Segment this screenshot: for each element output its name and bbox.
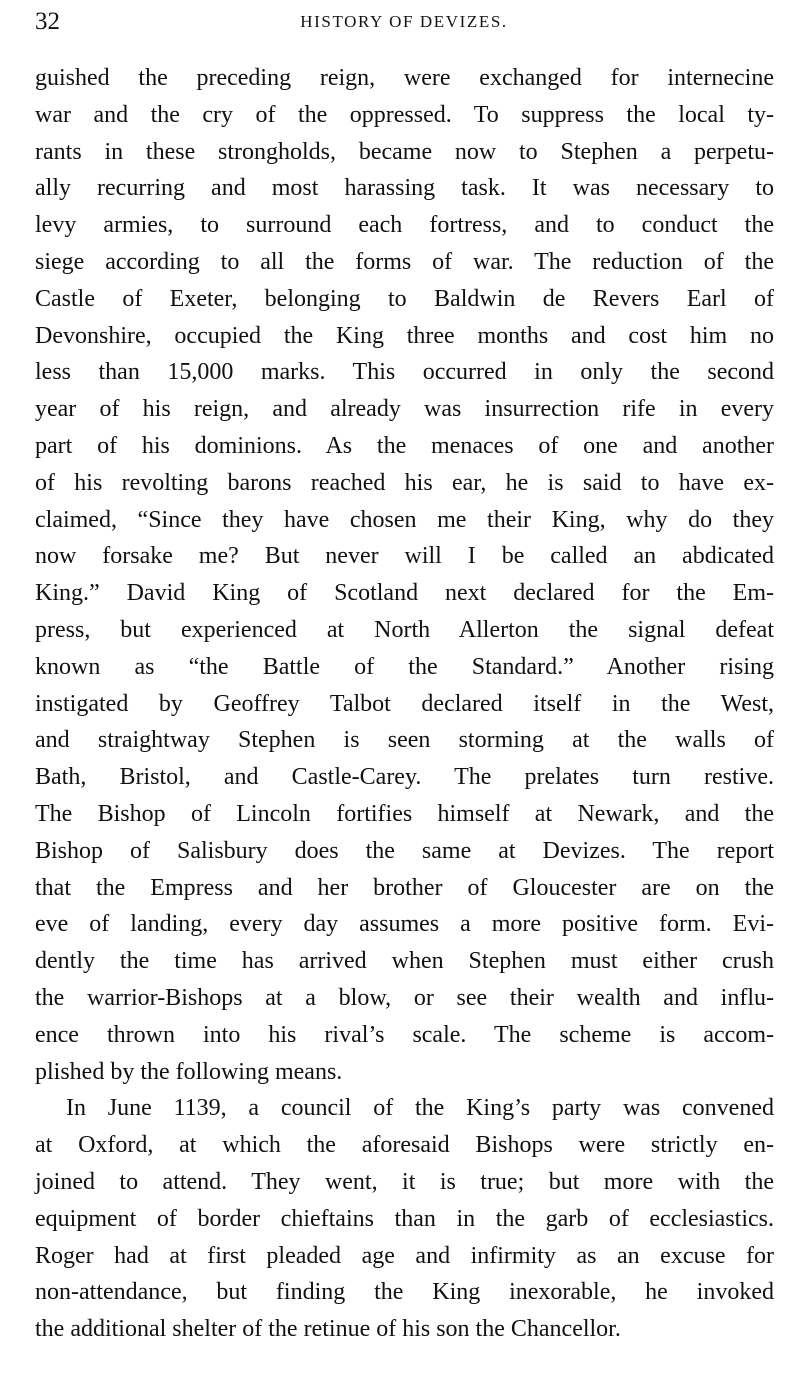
text-line: levy armies, to surround each fortress, and to conduct the: [35, 212, 774, 239]
text-line: equipment of border chieftains than in the garb of ecclesiastics.: [35, 1205, 774, 1232]
text-line: Devonshire, occupied the King three months and cost him no: [35, 322, 774, 349]
text-line: known as “the Battle of the Standard.” Another rising: [35, 653, 774, 680]
text-line: at Oxford, at which the aforesaid Bishops were strictly en-: [35, 1132, 774, 1159]
text-line: that the Empress and her brother of Gloucester are on the: [35, 874, 774, 901]
text-line: Castle of Exeter, belonging to Baldwin de Revers Earl of: [35, 285, 774, 312]
text-line: guished the preceding reign, were exchanged for internecine: [35, 65, 774, 91]
page-number: 32: [35, 8, 60, 35]
text-line: dently the time has arrived when Stephen must either crush: [35, 948, 774, 975]
text-line: Roger had at first pleaded age and infirmity as an excuse for: [35, 1242, 774, 1269]
text-line: the additional shelter of the retinue of his son the Chancellor.: [35, 1316, 621, 1343]
text-line: siege according to all the forms of war. The reduction of the: [35, 248, 774, 275]
text-line: the warrior-Bishops at a blow, or see their wealth and influ-: [35, 984, 774, 1011]
text-line: non-attendance, but finding the King inexorable, he invoked: [35, 1279, 774, 1306]
paragraph: [35, 1090, 774, 1348]
text-line: press, but experienced at North Allerton the signal defeat: [35, 616, 774, 643]
text-line: part of his dominions. As the menaces of one and another: [35, 432, 774, 459]
text-line: war and the cry of the oppressed. To suppress the local ty-: [35, 101, 774, 128]
paragraph: [35, 60, 774, 1090]
running-title: HISTORY OF DEVIZES.: [300, 12, 508, 31]
text-line: In June 1139, a council of the King’s party was convened: [66, 1095, 774, 1122]
text-line: ally recurring and most harassing task. It was necessary to: [35, 175, 774, 202]
text-line: Bath, Bristol, and Castle-Carey. The prelates turn restive.: [35, 764, 774, 791]
text-line: Bishop of Salisbury does the same at Devizes. The report: [35, 837, 774, 864]
text-line: year of his reign, and already was insurrection rife in every: [35, 396, 774, 423]
body-text: [35, 60, 774, 1348]
text-line: eve of landing, every day assumes a more positive form. Evi-: [35, 911, 774, 938]
running-head: [35, 4, 773, 40]
text-line: claimed, “Since they have chosen me their King, why do they: [35, 506, 774, 533]
text-line: less than 15,000 marks. This occurred in only the second: [35, 359, 774, 386]
text-line: King.” David King of Scotland next declared for the Em-: [35, 580, 774, 607]
text-line: joined to attend. They went, it is true; but more with the: [35, 1168, 774, 1195]
text-line: plished by the following means.: [35, 1058, 343, 1085]
text-line: rants in these strongholds, became now to Stephen a perpetu-: [35, 138, 774, 165]
text-line: of his revolting barons reached his ear, he is said to have ex-: [35, 469, 774, 496]
text-line: The Bishop of Lincoln fortifies himself at Newark, and the: [35, 800, 774, 827]
text-line: and straightway Stephen is seen storming at the walls of: [35, 727, 774, 754]
text-line: ence thrown into his rival’s scale. The scheme is accom-: [35, 1021, 774, 1048]
text-line: now forsake me? But never will I be called an abdicated: [35, 543, 774, 570]
text-line: instigated by Geoffrey Talbot declared itself in the West,: [35, 690, 774, 717]
